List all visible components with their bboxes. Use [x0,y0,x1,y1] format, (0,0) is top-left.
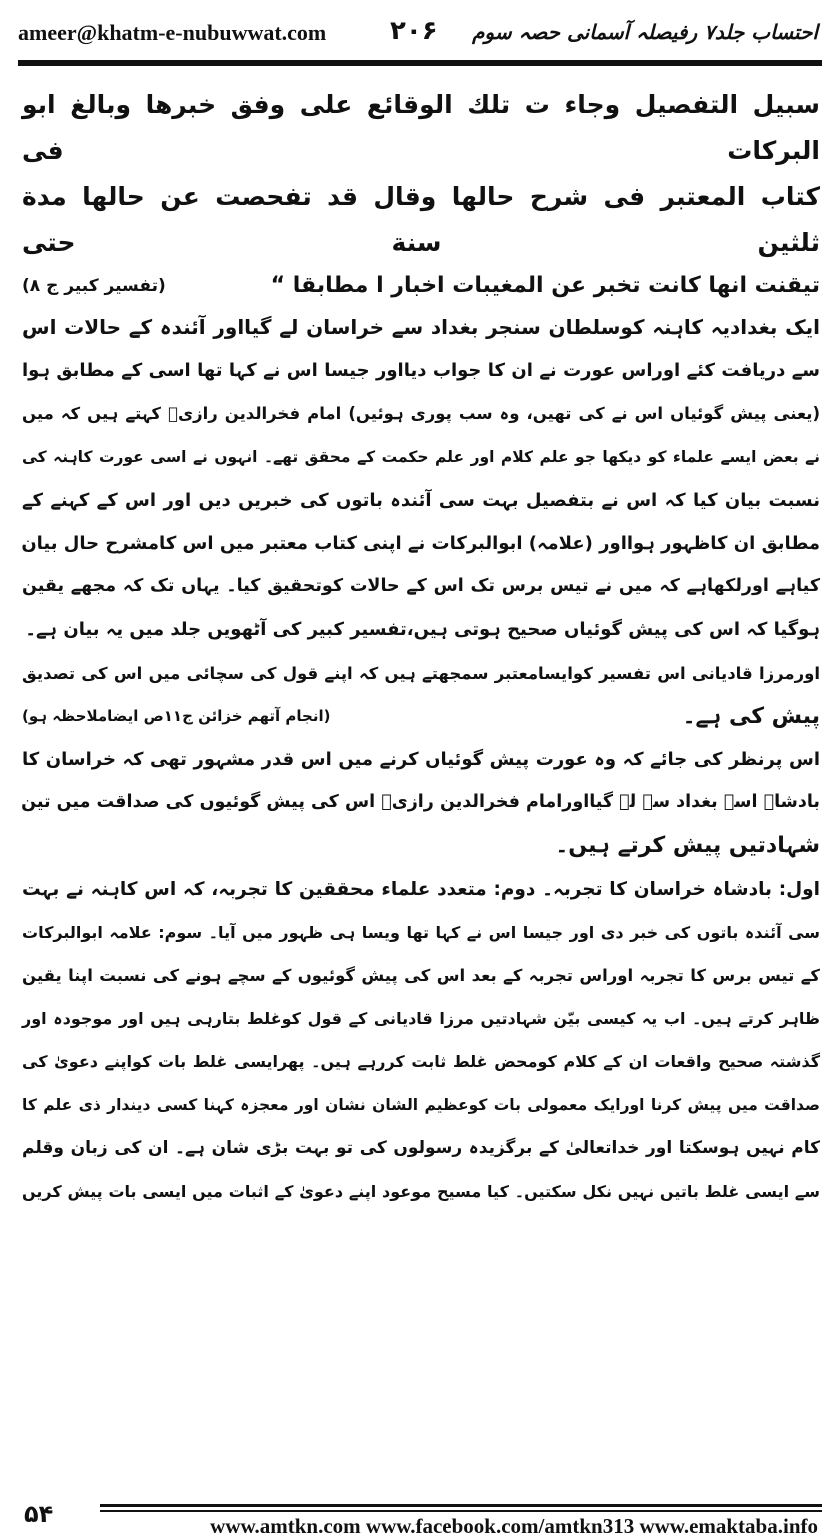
header-rule [18,60,822,66]
footer-rule [100,1504,822,1507]
text-line: نے بعض ایسے علماء کو دیکھا جو علم کلام اور علم حکمت کے محقق تھے۔ انہوں نے اسی عورت کاہنہ کی [22,447,820,466]
page-header [18,16,822,60]
paragraph-2 [22,652,820,738]
paragraph-4 [22,868,820,1214]
text-line: اس پرنظر کی جائے کہ وہ عورت پیش گوئیاں کرنے میں اس قدر مشہور تھی کہ خراسان کا [22,749,820,771]
text-line: کام نہیں ہوسکتا اور خداتعالیٰ کے برگزیدہ رسولوں کی تو بہت بڑی شان ہے۔ ان کی زبان وقلم [22,1137,820,1158]
footer-page-number: ۵۴ [24,1500,54,1528]
text-line: پیش کی ہے۔ [682,703,820,729]
paragraph-1 [22,306,820,652]
arabic-quote-reference: (تفسير كبير ج ۸) [22,276,166,296]
text-line: ظاہر کرتے ہیں۔ اب یہ کیسی بیّن شہادتیں مرزا قادیانی کے قول کوغلط بتارہی ہیں اور موجودہ اور [22,1009,820,1029]
footer-rule [100,1510,822,1512]
text-line: ہوگیا کہ اس کی پیش گوئیاں صحیح ہوتی ہیں،تفسیر کبیر کی آٹھویں جلد میں یہ بیان ہے۔ [25,619,820,641]
text-line: شہادتیں پیش کرتے ہیں۔ [555,833,820,859]
paragraph-2-last-line [22,695,820,738]
paragraph-3 [22,738,820,868]
arabic-quote-line: كتاب المعتبر فى شرح حالها وقال قد تفحصت عن حالها مدة ثلثين سنة حتى [22,182,820,257]
text-line: مطابق ان کاظہور ہوااور (علامہ) ابوالبرکات نے اپنی کتاب معتبر میں اس کامشرح حال بیان [21,533,820,555]
text-line: (یعنی پیش گوئیاں اس نے کی تھیں، وہ سب پوری ہوئیں) امام فخرالدین رازیؒ کہتے ہیں کہ میں [22,404,820,424]
footer-urls: www.amtkn.com www.facebook.com/amtkn313 www.emaktaba.info [210,1514,818,1538]
text-line: سے دریافت کئے اوراس عورت نے ان کا جواب دیااور جیسا اس نے کہا تھا اسی کے مطابق ہوا [22,360,820,382]
header-book-title: احتساب جلد۷ رفیصلہ آسمانی حصہ سوم [472,20,818,44]
page-footer [18,1500,822,1538]
text-line: کیاہے اورلکھاہے کہ میں نے تیس برس تک اس کے حالات کوتحقیق کیا۔ یہاں تک کہ مجھے یقین [22,576,820,597]
text-line: سے ایسی غلط باتیں نہیں نکل سکتیں۔ کیا مسیح موعود اپنے دعویٰ کے اثبات میں ایسی بات پیش کریں [22,1182,820,1202]
text-line: کے تیس برس کا تجربہ اوراس تجربہ کے بعد اس کی پیش گوئیوں کے سچے ہونے کی نسبت اپنا یقین [22,966,820,986]
text-line: اول: بادشاہ خراسان کا تجربہ۔ دوم: متعدد علماء محققین کا تجربہ، کہ اس کاہنہ نے بہت [22,878,820,900]
text-line: صداقت میں پیش کرنا اورایک معمولی بات کوعظیم الشان نشان اور معجزہ کہنا کسی دیندار ذی علم کا [22,1095,820,1114]
header-email: ameer@khatm-e-nubuwwat.com [18,20,327,45]
header-page-number: ۲۰۶ [390,16,438,46]
text-line: بادشاہ اسے بغداد سے لے گیااورامام فخرالدین رازیؒ اس کی پیش گوئیوں کی صداقت میں تین [21,792,820,813]
arabic-quote-line: تيقنت انها كانت تخبر عن المغيبات اخبار ا مطابقا “ [270,273,820,298]
text-line: اورمرزا قادیانی اس تفسیر کوایسامعتبر سمجھتے ہیں کہ اپنے قول کی سچائی میں اس کی تصدیق [22,663,820,683]
arabic-quote-line: سبيل التفصيل وجاء ت تلك الوقائع على وفق خبرها وبالغ ابو البركات فى [22,90,820,165]
page-body [22,82,820,1213]
paragraph-2-reference: (انجام آتھم خزائن ج۱۱ص ایضاملاحظہ ہو) [22,706,331,725]
arabic-quote-last-line [22,266,820,306]
text-line: نسبت بیان کیا کہ اس نے بتفصیل بہت سی آئندہ باتوں کی خبریں دیں اور اس کے کہنے کے [22,489,820,511]
text-line: گذشتہ صحیح واقعات ان کے کلام کومحض غلط ثابت کررہے ہیں۔ پھرایسی غلط بات کواپنے دعویٰ کی [22,1052,820,1072]
text-line: ایک بغدادیہ کاہنہ کوسلطان سنجر بغداد سے خراسان لے گیااور آئندہ کے حالات اس [22,315,820,339]
text-line: سی آئندہ باتوں کی خبر دی اور جیسا اس نے کہا تھا ویسا ہی ظہور میں آیا۔ سوم: علامہ ابوالبرکات [22,922,820,942]
